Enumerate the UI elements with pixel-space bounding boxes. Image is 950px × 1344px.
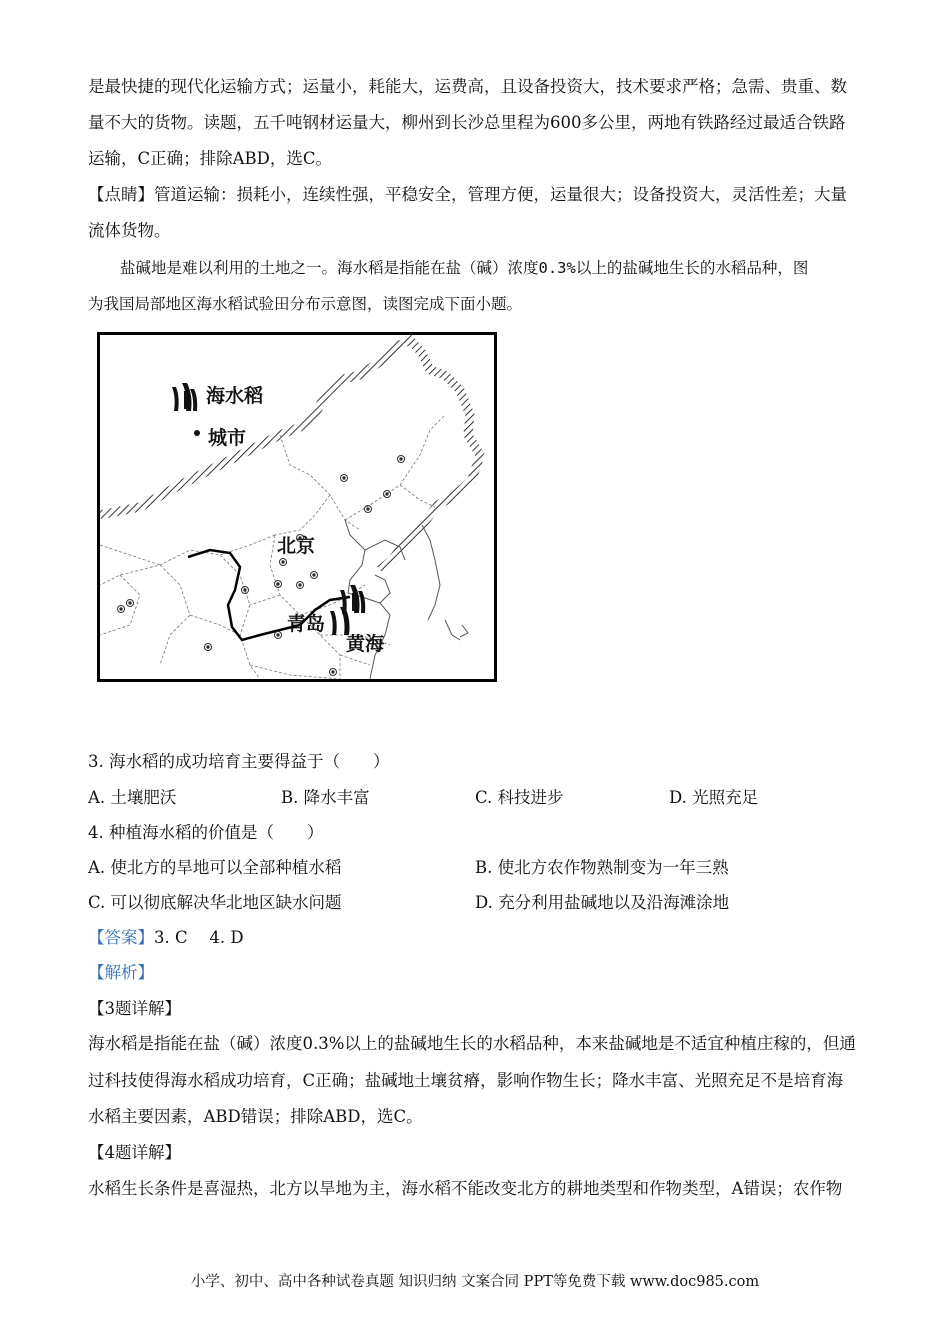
q3-option-b: B. 降水丰富 xyxy=(281,788,370,807)
question-intro: 盐碱地是难以利用的土地之一。海水稻是指能在盐（碱）浓度0.3%以上的盐碱地生长的水稻品种，图 xyxy=(120,259,809,277)
q3-option-c: C. 科技进步 xyxy=(475,788,564,807)
text-line: 量不大的货物。读题，五千吨钢材运量大，柳州到长沙总里程为600多公里，两地有铁路经过最适合铁路 xyxy=(88,113,846,132)
river xyxy=(188,550,350,640)
legend-city-label: 城市 xyxy=(208,427,247,449)
q4-option-a: A. 使北方的旱地可以全部种植水稻 xyxy=(88,858,342,877)
text-line: 【点睛】管道运输：损耗小，连续性强，平稳安全，管理方便，运量很大；设备投资大，灵活性差；大量 xyxy=(88,185,847,204)
label-qingdao: 青岛 xyxy=(287,613,326,635)
text-line: 是最快捷的现代化运输方式；运量小，耗能大，运费高，且设备投资大，技术要求严格；急需、贵重、数 xyxy=(88,77,847,96)
text-line: 流体货物。 xyxy=(88,221,171,240)
answer-line xyxy=(88,927,244,949)
label-beijing: 北京 xyxy=(277,535,316,557)
q4-option-c: C. 可以彻底解决华北地区缺水问题 xyxy=(88,893,342,912)
legend-sea-rice-label: 海水稻 xyxy=(206,385,264,407)
detail4-heading: 【4题详解】 xyxy=(88,1143,181,1162)
question-intro: 为我国局部地区海水稻试验田分布示意图，读图完成下面小题。 xyxy=(88,295,523,313)
province-boundaries xyxy=(100,415,445,679)
page-footer: 小学、初中、高中各种试卷真题 知识归纳 文案合同 PPT等免费下载 www.doc985.com xyxy=(190,1274,760,1290)
city-legend-dot xyxy=(194,430,200,436)
label-yellow-sea: 黄海 xyxy=(346,633,385,655)
text-line: 海水稻是指能在盐（碱）浓度0.3%以上的盐碱地生长的水稻品种，本来盐碱地是不适宜种植庄稼的，但通 xyxy=(88,1034,856,1053)
text-line: 水稻主要因素，ABD错误；排除ABD，选C。 xyxy=(88,1107,423,1126)
question-3: 3. 海水稻的成功培育主要得益于（ ） xyxy=(88,752,390,771)
text-line: 水稻生长条件是喜湿热，北方以旱地为主，海水稻不能改变北方的耕地类型和作物类型，A错误；农作物 xyxy=(88,1179,843,1198)
sea-rice-map xyxy=(97,332,497,682)
answer-label: 【答案】 xyxy=(88,928,154,947)
text-line: 运输，C正确；排除ABD，选C。 xyxy=(88,149,333,168)
q3-option-d: D. 光照充足 xyxy=(669,788,759,807)
q4-option-d: D. 充分利用盐碱地以及沿海滩涂地 xyxy=(475,893,730,912)
text-line: 过科技使得海水稻成功培育，C正确；盐碱地土壤贫瘠，影响作物生长；降水丰富、光照充足不是培育海 xyxy=(88,1071,844,1090)
detail3-heading: 【3题详解】 xyxy=(88,999,181,1018)
question-4: 4. 种植海水稻的价值是（ ） xyxy=(88,823,324,842)
answer-text: 3. C 4. D xyxy=(154,928,244,947)
analysis-label: 【解析】 xyxy=(88,963,154,982)
q4-option-b: B. 使北方农作物熟制变为一年三熟 xyxy=(475,858,729,877)
sea-rice-icon-legend xyxy=(172,383,197,411)
q3-option-a: A. 土壤肥沃 xyxy=(88,788,177,807)
